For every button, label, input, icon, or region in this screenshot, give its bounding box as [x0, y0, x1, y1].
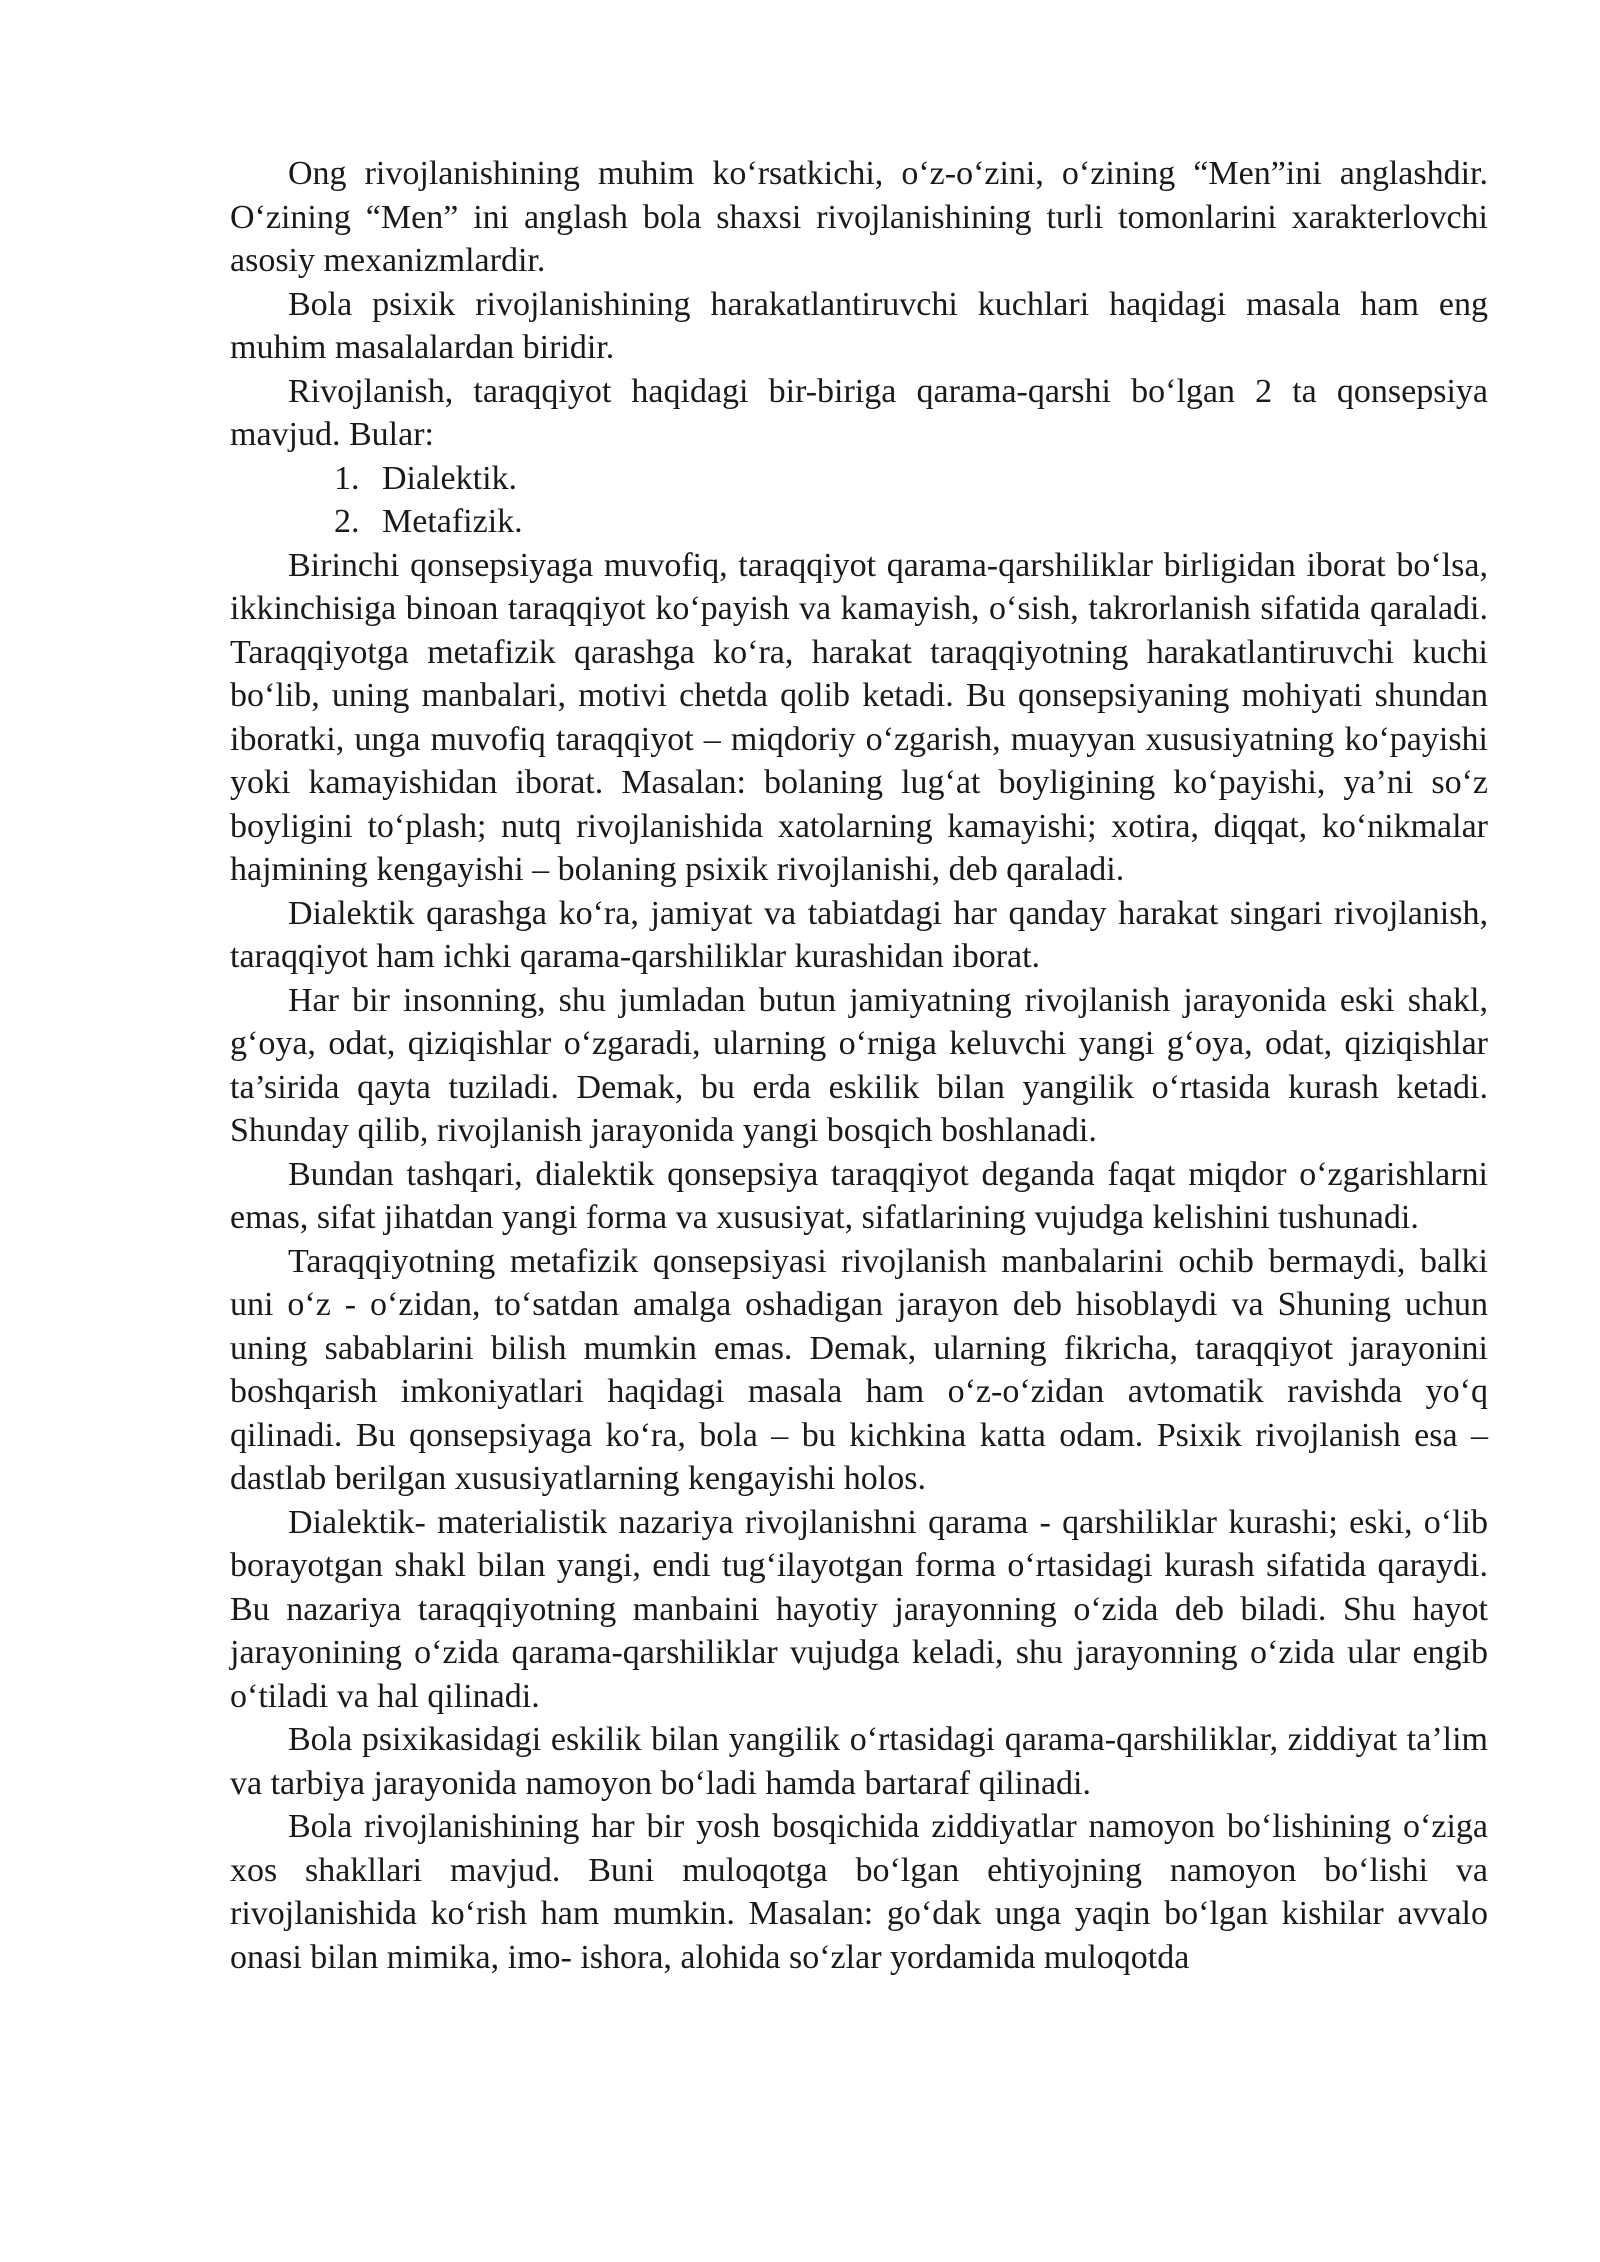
- paragraph-2: Bola psixik rivojlanishining harakatlantiruvchi kuchlari haqidagi masala ham eng muhim masalalardan biridir.: [230, 285, 1488, 366]
- paragraph-6: Har bir insonning, shu jumladan butun jamiyatning rivojlanish jarayonida eski shakl, g‘oya, odat, qiziqishlar o‘zgaradi, ularning o‘rniga keluvchi yangi g‘oya, odat, qiziqishlar ta’sirida qayta tuziladi. Demak, bu erda eskilik bilan yangilik o‘rtasida kurash ketadi. Shunday qilib, rivojlanish jarayonida yangi bosqich boshlanadi.: [230, 981, 1488, 1149]
- numbered-list: [230, 457, 1488, 544]
- paragraph-5: Dialektik qarashga ko‘ra, jamiyat va tabiatdagi har qanday harakat singari rivojlanish, taraqqiyot ham ichki qarama-qarshiliklar kurashidan iborat.: [230, 894, 1488, 975]
- list-item-text: Dialektik.: [382, 459, 518, 497]
- list-item-text: Metafizik.: [382, 503, 523, 540]
- paragraph-3: Rivojlanish, taraqqiyot haqidagi bir-biriga qarama-qarshi bo‘lgan 2 ta qonsepsiya mavjud. Bular:: [230, 372, 1488, 453]
- document-page: [230, 152, 1488, 1979]
- paragraph-7: Bundan tashqari, dialektik qonsepsiya taraqqiyot deganda faqat miqdor o‘zgarishlarni emas, sifat jihatdan yangi forma va xususiyat, sifatlarining vujudga kelishini tushunadi.: [230, 1155, 1488, 1236]
- list-item: [334, 500, 1488, 544]
- list-number: 2.: [334, 503, 360, 540]
- paragraph-4: Birinchi qonsepsiyaga muvofiq, taraqqiyot qarama-qarshiliklar birligidan iborat bo‘lsa, ikkinchisiga binoan taraqqiyot ko‘payish va kamayish, o‘sish, takrorlanish sifatida qaraladi. Taraqqiyotga metafizik qarashga ko‘ra, harakat taraqqiyotning harakatlantiruvchi kuchi bo‘lib, uning manbalari, motivi chetda qolib ketadi. Bu qonsepsiyaning mohiyati shundan iboratki, unga muvofiq taraqqiyot – miqdoriy o‘zgarish, muayyan xususiyatning ko‘payishi yoki kamayishidan iborat. Masalan: bolaning lug‘at boyligining ko‘payishi, ya’ni so‘z boyligini to‘plash; nutq rivojlanishida xatolarning kamayishi; xotira, diqqat, ko‘nikmalar hajmining kengayishi – bolaning psixik rivojlanishi, deb qaraladi.: [230, 546, 1488, 888]
- list-number: 1.: [334, 459, 360, 497]
- paragraph-8: Taraqqiyotning metafizik qonsepsiyasi rivojlanish manbalarini ochib bermaydi, balki uni o‘z - o‘zidan, to‘satdan amalga oshadigan jarayon deb hisoblaydi va Shuning uchun uning sabablarini bilish mumkin emas. Demak, ularning fikricha, taraqqiyot jarayonini boshqarish imkoniyatlari haqidagi masala ham o‘z-o‘zidan avtomatik ravishda yo‘q qilinadi. Bu qonsepsiyaga ko‘ra, bola – bu kichkina katta odam. Psixik rivojlanish esa – dastlab berilgan xususiyatlarning kengayishi holos.: [230, 1242, 1488, 1497]
- paragraph-11: Bola rivojlanishining har bir yosh bosqichida ziddiyatlar namoyon bo‘lishining o‘ziga xos shakllari mavjud. Buni muloqotga bo‘lgan ehtiyojning namoyon bo‘lishi va rivojlanishida ko‘rish ham mumkin. Masalan: go‘dak unga yaqin bo‘lgan kishilar avvalo onasi bilan mimika, imo- ishora, alohida so‘zlar yordamida muloqotda: [230, 1808, 1488, 1976]
- paragraph-10: Bola psixikasidagi eskilik bilan yangilik o‘rtasidagi qarama-qarshiliklar, ziddiyat ta’lim va tarbiya jarayonida namoyon bo‘ladi hamda bartaraf qilinadi.: [230, 1721, 1488, 1802]
- list-item: [334, 457, 1488, 501]
- paragraph-1: Ong rivojlanishining muhim ko‘rsatkichi, o‘z-o‘zini, o‘zining “Men”ini anglashdir. O‘zining “Men” ini anglash bola shaxsi rivojlanishining turli tomonlarini xarakterlovchi asosiy mexanizmlardir.: [230, 155, 1488, 279]
- paragraph-9: Dialektik- materialistik nazariya rivojlanishni qarama - qarshiliklar kurashi; eski, o‘lib borayotgan shakl bilan yangi, endi tug‘ilayotgan forma o‘rtasidagi kurash sifatida qaraydi. Bu nazariya taraqqiyotning manbaini hayotiy jarayonning o‘zida deb biladi. Shu hayot jarayonining o‘zida qarama-qarshiliklar vujudga keladi, shu jarayonning o‘zida ular engib o‘tiladi va hal qilinadi.: [230, 1503, 1488, 1715]
